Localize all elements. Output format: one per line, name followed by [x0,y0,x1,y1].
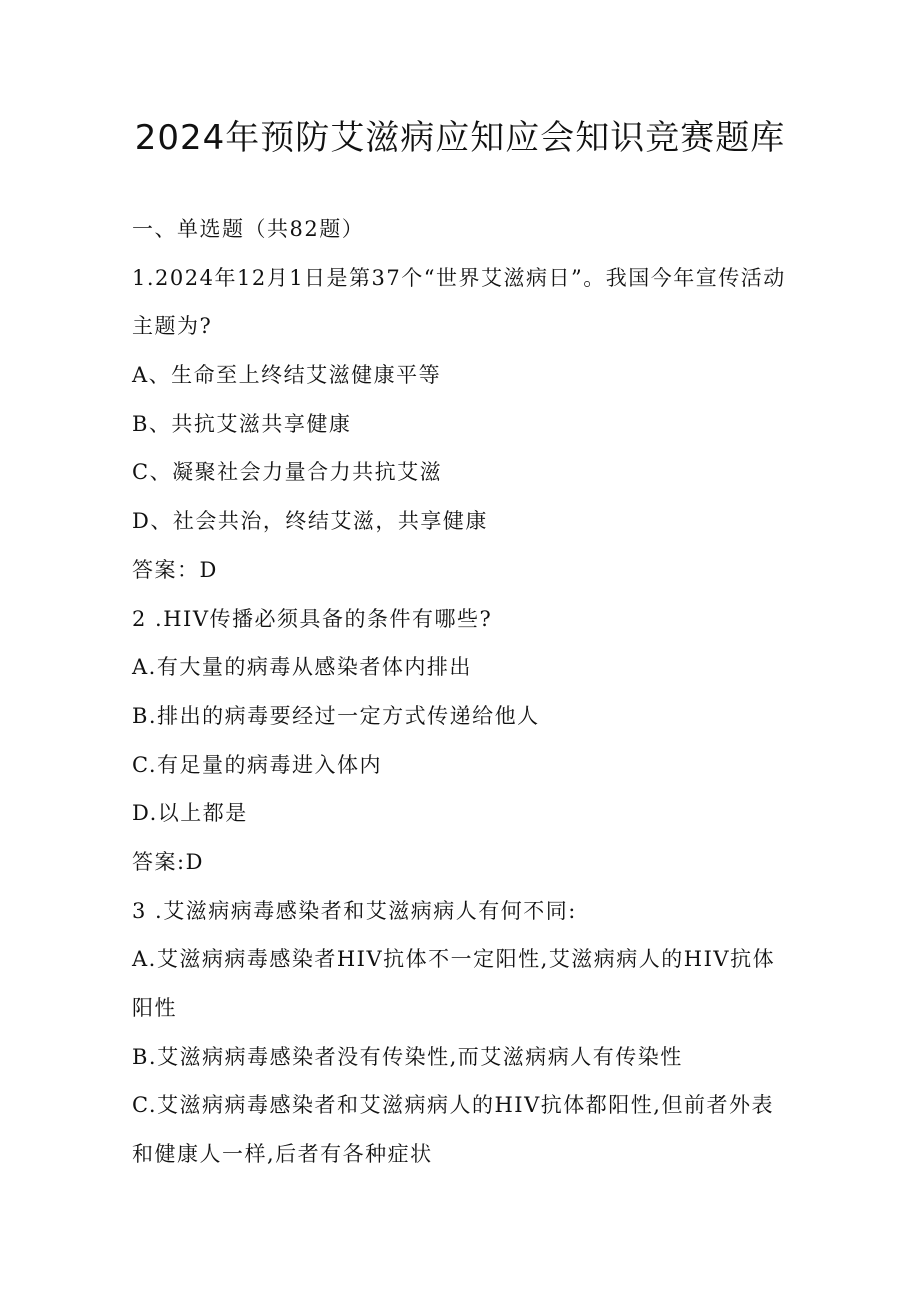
question-1-option-b: B、共抗艾滋共享健康 [132,411,352,436]
document-body [132,205,792,1179]
question-1-option-c: C、凝聚社会力量合力共抗艾滋 [132,460,443,485]
question-1-text-cont: 主题为? [132,314,213,339]
question-3-text: 3 .艾滋病病毒感染者和艾滋病病人有何不同: [132,898,577,923]
question-2-option-b: B.排出的病毒要经过一定方式传递给他人 [132,703,540,728]
question-3-option-a-cont: 阳性 [132,996,177,1020]
question-1-option-d: D、社会共治，终结艾滋，共享健康 [132,509,488,534]
question-2-option-d: D.以上都是 [132,801,248,826]
question-1-answer: 答案：D [132,557,218,582]
question-2-option-a: A.有大量的病毒从感染者体内排出 [132,655,472,680]
question-1-text: 1.2024年12月1日是第37个“世界艾滋病日”。我国今年宣传活动 [132,265,786,290]
question-1-option-a: A、生命至上终结艾滋健康平等 [132,363,442,388]
question-3-option-c: C.艾滋病病毒感染者和艾滋病病人的HIV抗体都阳性,但前者外表 [132,1093,774,1118]
question-3-option-c-cont: 和健康人一样,后者有各种症状 [132,1142,433,1167]
question-2-text: 2 .HIV传播必须具备的条件有哪些? [132,606,493,631]
question-2-answer: 答案:D [132,849,204,874]
question-3-option-a: A.艾滋病病毒感染者HIV抗体不一定阳性,艾滋病病人的HIV抗体 [132,947,776,972]
document-title: 2024年预防艾滋病应知应会知识竞赛题库 [134,118,786,158]
question-2-option-c: C.有足量的病毒进入体内 [132,752,382,777]
section-heading: 一、单选题（共82题） [132,217,365,241]
question-3-option-b: B.艾滋病病毒感染者没有传染性,而艾滋病病人有传染性 [132,1044,683,1069]
